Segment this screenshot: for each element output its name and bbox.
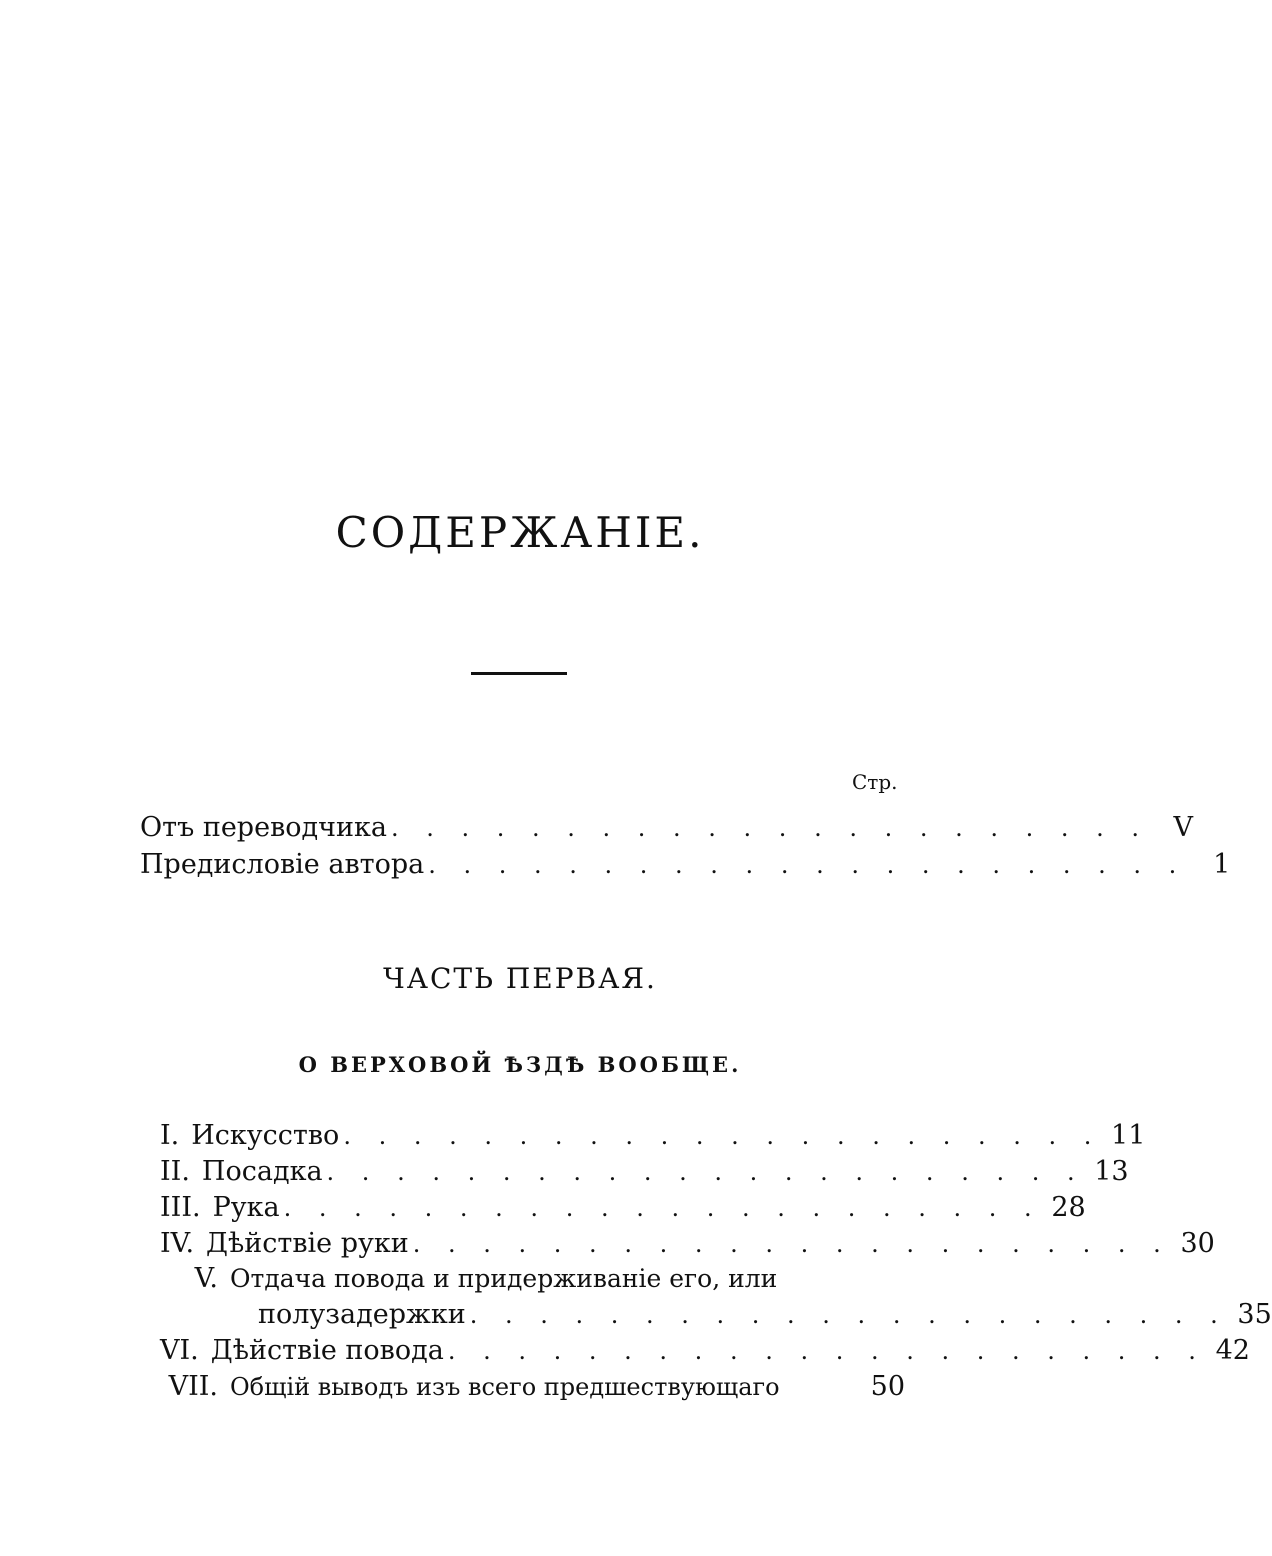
toc-chapter-7 [160, 1371, 905, 1407]
chapter-page: 35 [1237, 1299, 1272, 1330]
chapter-title: Отдача повода и придерживаніе его, или [230, 1264, 778, 1293]
chapter-title-continuation: полузадержки [258, 1299, 466, 1330]
chapter-number: VI. [160, 1335, 199, 1366]
chapter-page: 13 [1094, 1156, 1129, 1187]
chapter-title: Рука [212, 1192, 280, 1223]
leader-dots: . . . . . . . . . . . . . . . . . . . . . . [343, 1122, 1102, 1150]
chapter-title: Дѣйствіе руки [206, 1228, 409, 1259]
title-divider [471, 672, 567, 675]
part-heading: ЧАСТЬ ПЕРВАЯ. [383, 962, 657, 995]
chapter-number: IV. [160, 1228, 195, 1259]
toc-chapter-1 [160, 1120, 1146, 1156]
chapter-title: Дѣйствіе повода [210, 1335, 444, 1366]
part-subtitle: О ВЕРХОВОЙ ѢЗДѢ ВООБЩЕ. [298, 1052, 742, 1077]
chapter-page: 42 [1215, 1335, 1250, 1366]
toc-chapter-6 [160, 1335, 1250, 1371]
chapter-page: 50 [870, 1371, 905, 1402]
chapter-number: II. [160, 1156, 190, 1187]
chapter-number: VII. [168, 1371, 218, 1402]
chapter-page: 28 [1051, 1192, 1086, 1223]
toc-entry-page: V [1173, 812, 1194, 843]
leader-dots: . . . . . . . . . . . . . . . . . . . . . . [428, 851, 1187, 879]
chapter-number: I. [160, 1120, 180, 1151]
leader-dots: . . . . . . . . . . . . . . . . . . . . . . [283, 1194, 1042, 1222]
chapter-page: 11 [1111, 1120, 1146, 1151]
toc-chapter-3 [160, 1192, 1086, 1228]
toc-chapter-5-continuation [258, 1299, 1272, 1335]
chapter-title: Искусство [191, 1120, 340, 1151]
leader-dots: . . . . . . . . . . . . . . . . . . . . . . [326, 1158, 1085, 1186]
toc-entry-page: 1 [1213, 849, 1231, 880]
chapter-title: Общій выводъ изъ всего предшествующаго [230, 1373, 780, 1401]
toc-entry-label: Предисловіе автора [140, 849, 425, 880]
leader-dots: . . . . . . . . . . . . . . . . . . . . . . [447, 1337, 1206, 1365]
toc-chapter-5 [160, 1263, 905, 1299]
leader-dots: . . . . . . . . . . . . . . . . . . . . . . [390, 814, 1150, 842]
toc-entry-label: Отъ переводчика [140, 812, 387, 843]
toc-chapter-4 [160, 1228, 1215, 1264]
toc-entry-translator [140, 812, 1194, 848]
page-column-label: Стр. [852, 770, 898, 794]
toc-chapter-2 [160, 1156, 1129, 1192]
toc-entry-preface [140, 849, 1231, 885]
leader-dots: . . . . . . . . . . . . . . . . . . . . . . [469, 1301, 1228, 1329]
chapter-number: V. [194, 1263, 218, 1294]
leader-dots: . . . . . . . . . . . . . . . . . . . . . . [412, 1230, 1171, 1258]
chapter-number: III. [160, 1192, 201, 1223]
chapter-title: Посадка [201, 1156, 323, 1187]
page-title: СОДЕРЖАНІЕ. [335, 508, 705, 557]
chapter-page: 30 [1180, 1228, 1215, 1259]
